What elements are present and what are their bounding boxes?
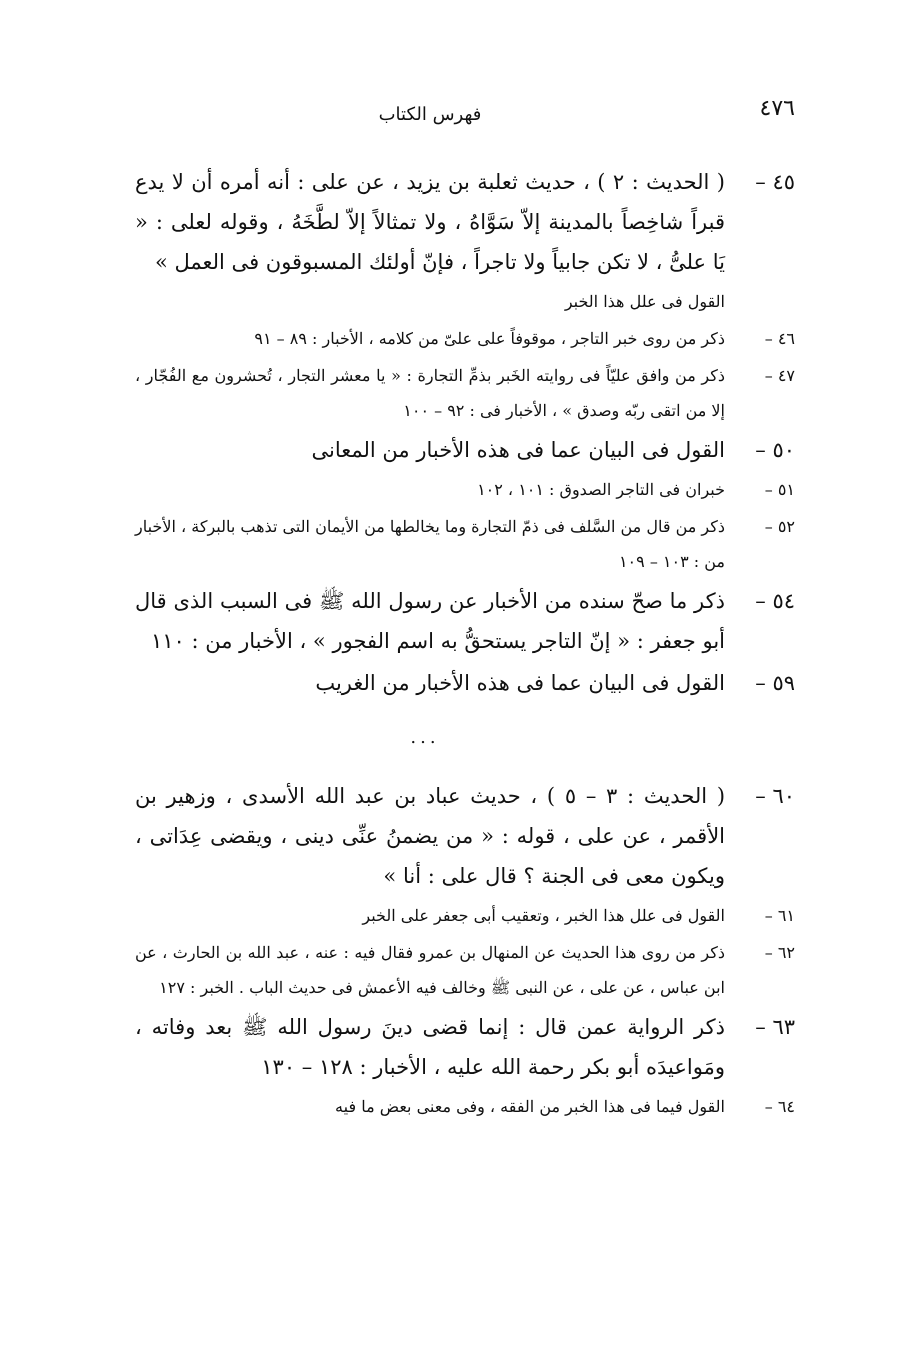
index-entry bbox=[135, 358, 795, 428]
entry-number: ٦٠ – bbox=[755, 784, 795, 808]
entry-number: ٤٥ – bbox=[755, 170, 795, 194]
index-entry bbox=[135, 430, 795, 470]
entry-text: ذكر من وافق عليّاً فى روايته الخَبر بذمِّ التجارة : « يا معشر التجار ، تُحشرون مع الفُجّار ، إلا من اتقى ربّه وصدق » ، الأخبار فى : ٩٢ – ١٠٠ bbox=[135, 366, 725, 420]
index-entry bbox=[135, 284, 795, 319]
entry-text: القول فى علل هذا الخبر bbox=[564, 292, 725, 311]
entry-number: ٦١ – bbox=[764, 906, 795, 925]
index-entry bbox=[135, 509, 795, 579]
entry-number: ٦٣ – bbox=[755, 1015, 795, 1039]
index-entry bbox=[135, 162, 795, 282]
entry-text: ذكر ما صحّ سنده من الأخبار عن رسول الله ﷺ فى السبب الذى قال أبو جعفر : « إنّ التاجر يستحقُّ به اسم الفجور » ، الأخبار من : ١١٠ bbox=[135, 589, 725, 653]
index-entry bbox=[135, 898, 795, 933]
index-entry bbox=[135, 663, 795, 703]
index-entry bbox=[135, 935, 795, 1005]
entry-number: ٦٢ – bbox=[764, 943, 795, 962]
entry-number: ٥٤ – bbox=[755, 589, 795, 613]
section-separator: ... bbox=[410, 727, 440, 748]
entry-number: ٤٧ – bbox=[764, 366, 795, 385]
entry-number: ٤٦ – bbox=[764, 329, 795, 348]
entry-text: ( الحديث : ٣ – ٥ ) ، حديث عباد بن عبد الله الأسدى ، وزهير بن الأقمر ، عن على ، قوله : « من يضمنُ عنِّى دينى ، ويقضى عِدَاتى ، ويكون معى فى الجنة ؟ قال على : أنا » bbox=[135, 784, 726, 888]
entry-text: ذكر الرواية عمن قال : إنما قضى دينَ رسول الله ﷺ بعد وفاته ، ومَواعيدَه أبو بكر رحمة الله عليه ، الأخبار : ١٢٨ – ١٣٠ bbox=[135, 1015, 725, 1079]
entry-text: القول فى البيان عما فى هذه الأخبار من المعانى bbox=[311, 438, 725, 462]
entry-text: القول فى علل هذا الخبر ، وتعقيب أبى جعفر على الخبر bbox=[362, 906, 725, 925]
entry-number: ٥٠ – bbox=[755, 438, 795, 462]
entry-text: ذكر من روى هذا الحديث عن المنهال بن عمرو فقال فيه : عنه ، عبد الله بن الحارث ، عن ابن عباس ، عن على ، عن النبى ﷺ وخالف فيه الأعمش فى حديث الباب . الخبر : ١٢٧ bbox=[135, 943, 725, 997]
index-entry bbox=[135, 776, 795, 896]
index-list bbox=[135, 162, 795, 1126]
running-header-title: فهرس الكتاب bbox=[378, 104, 482, 125]
entry-text: ذكر من قال من السَّلف فى ذمّ التجارة وما يخالطها من الأيمان التى تذهب بالبركة ، الأخبار من : ١٠٣ – ١٠٩ bbox=[135, 517, 725, 571]
entry-number: ٥١ – bbox=[764, 480, 795, 499]
entry-text: القول فى البيان عما فى هذه الأخبار من الغريب bbox=[315, 671, 725, 695]
entry-text: ذكر من روى خبر التاجر ، موقوفاً على علىّ من كلامه ، الأخبار : ٨٩ – ٩١ bbox=[254, 329, 725, 348]
index-entry bbox=[135, 581, 795, 661]
entry-number: ٥٢ – bbox=[764, 517, 795, 536]
index-entry bbox=[135, 472, 795, 507]
entry-text: ( الحديث : ٢ ) ، حديث ثعلبة بن يزيد ، عن على : أنه أمره أن لا يدع قبراً شاخِصاً بالمدينة إلاّ سَوَّاهُ ، ولا تمثالاً إلاّ لطَّخَهُ ، وقوله لعلى : « يَا علىُّ ، لا تكن جابياً ولا تاجراً ، فإنّ أولئك المسبوقون فى العمل » bbox=[135, 170, 725, 274]
entry-number: ٥٩ – bbox=[755, 671, 795, 695]
index-entry bbox=[135, 1089, 795, 1124]
entry-text: القول فيما فى هذا الخبر من الفقه ، وفى معنى بعض ما فيه bbox=[335, 1097, 725, 1116]
index-entry bbox=[135, 1007, 795, 1087]
page-number: ٤٧٦ bbox=[759, 96, 795, 121]
index-entry bbox=[135, 321, 795, 356]
entry-text: خبران فى التاجر الصدوق : ١٠١ ، ١٠٢ bbox=[477, 480, 725, 499]
entry-number: ٦٤ – bbox=[764, 1097, 795, 1116]
